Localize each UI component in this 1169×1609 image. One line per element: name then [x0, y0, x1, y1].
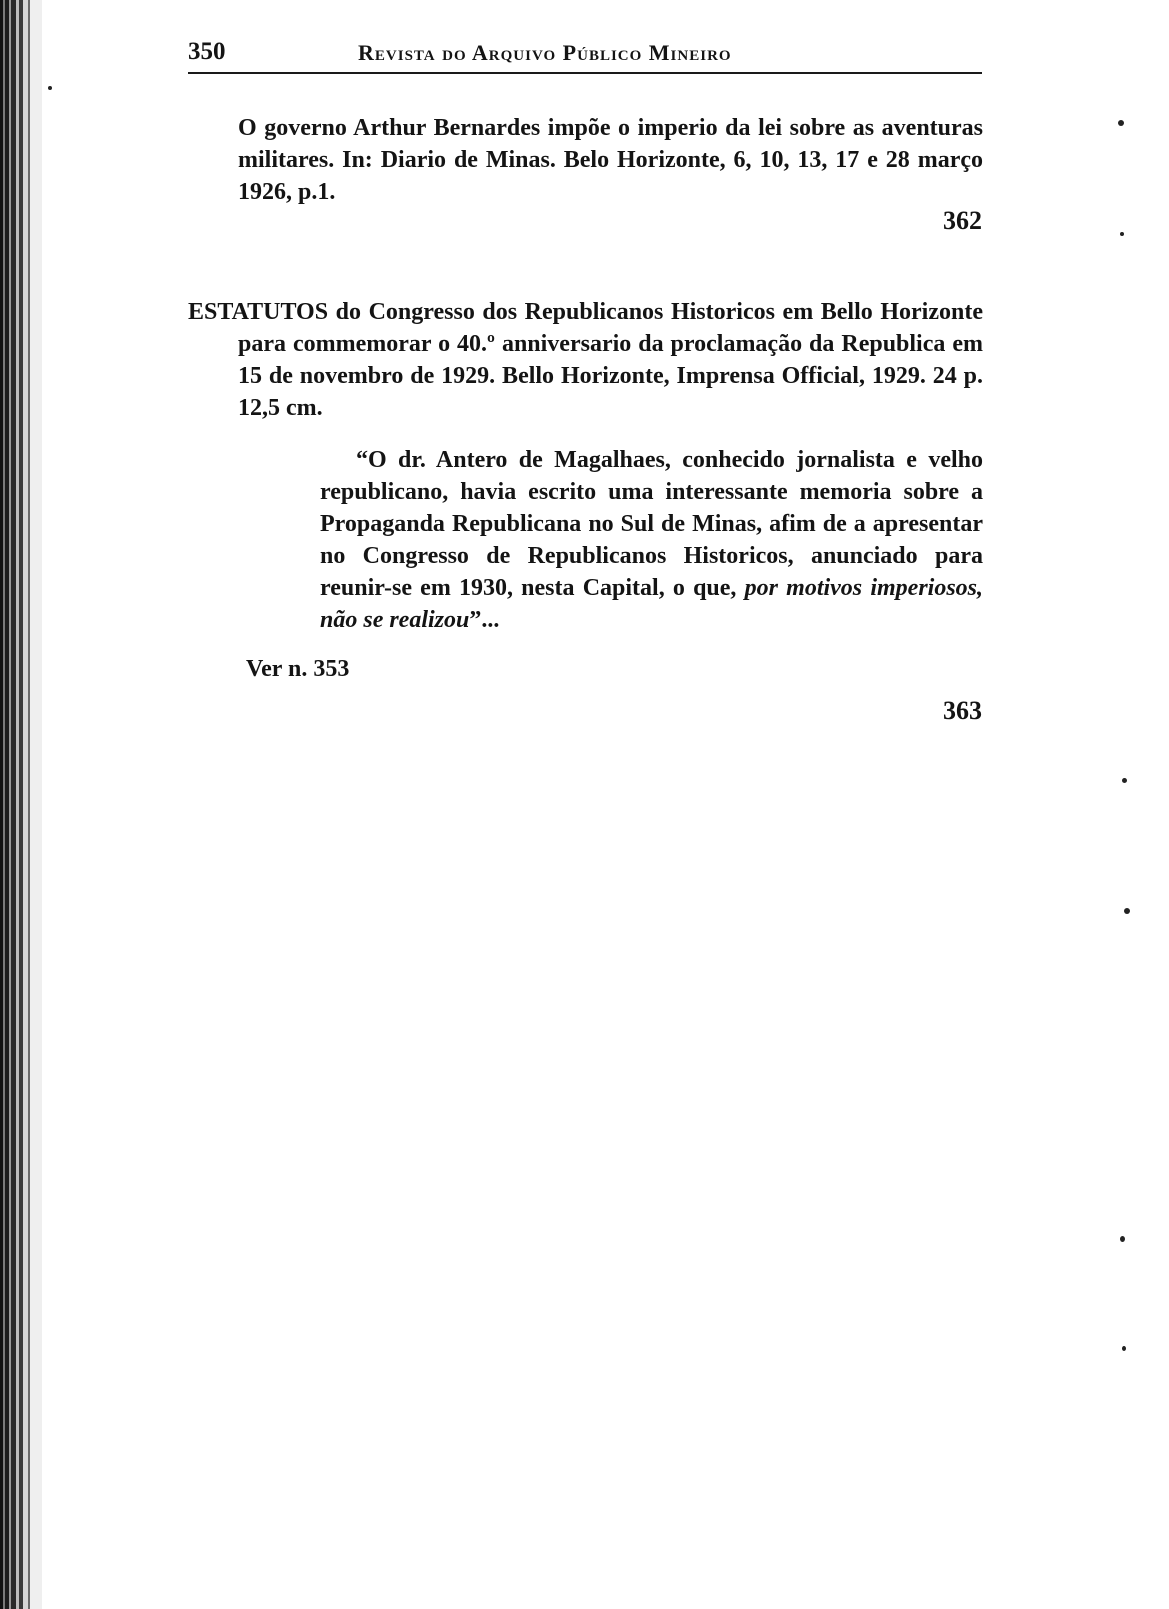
book-gutter [0, 0, 42, 1609]
scan-speck [48, 86, 52, 90]
see-also-reference: Ver n. 353 [246, 656, 350, 682]
scan-speck [1118, 120, 1124, 126]
quote-italic-text: por motivos imperiosos, não se realizou [320, 575, 984, 633]
scan-speck [1122, 778, 1127, 783]
scan-speck [1122, 1346, 1126, 1351]
bibliography-entry-362: O governo Arthur Bernardes impõe o imperio da lei sobre as aventuras militares. In: Diario de Minas. Belo Horizonte, 6, 10, 13, 17 e 28 março 1926, p.1. [238, 115, 983, 205]
entry-quotation [320, 444, 983, 636]
quote-end: ”... [469, 607, 500, 633]
page-number: 350 [188, 38, 226, 65]
scan-speck [1120, 232, 1124, 236]
entry-number: 362 [943, 206, 982, 235]
entry-number: 363 [943, 696, 982, 725]
entry-text: do Congresso dos Republicanos Historicos em Bello Horizonte para commemorar o 40.º anniversario da proclamação da Republica em 15 de novembro de 1929. Bello Horizonte, Imprensa Official, 1929. 24 p. 12,5 cm. [238, 299, 983, 421]
quote-text: “O dr. Antero de Magalhaes, conhecido jornalista e velho republicano, havia escrito uma interessante memoria sobre a Propaganda Republicana no Sul de Minas, afim de a apresentar no Congresso de Republicanos Historicos, anunciado para reunir-se em 1930, nesta Capital, o que, [320, 447, 983, 601]
bibliography-entry-363 [188, 296, 983, 424]
page-header [188, 36, 982, 74]
running-head: Revista do Arquivo Público Mineiro [358, 40, 732, 65]
scan-speck [1120, 1236, 1125, 1242]
entry-lead-word: ESTATUTOS [188, 299, 329, 325]
scan-speck [1124, 908, 1130, 914]
